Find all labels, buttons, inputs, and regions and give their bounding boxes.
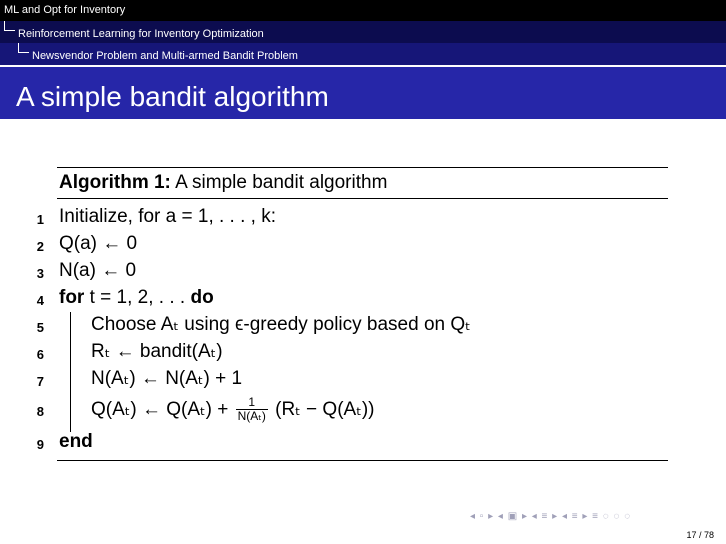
algorithm-header [59,172,387,194]
line-number: 6 [36,347,44,362]
algo-line-text: Q(a) ← 0 [59,233,138,254]
algo-line-5 [91,314,471,336]
fraction [236,396,268,423]
beamer-navigation[interactable] [470,511,720,525]
algorithm-label: Algorithm 1: [59,172,171,193]
line-number: 4 [36,293,44,308]
page-number [686,530,714,540]
line-number: 1 [36,212,44,227]
page-number-label: 17 / 78 [686,530,714,540]
fraction-denominator: N(Aₜ) [237,409,266,424]
algo-line-8 [91,396,374,424]
line-number: 8 [36,404,44,419]
algo-line-2 [59,233,137,255]
keyword-for: for [59,287,85,308]
algo-line-text: Choose Aₜ using ϵ-greedy policy based on Qₜ [91,314,471,335]
bottom-rule [57,460,668,461]
algo-line-7 [91,368,242,390]
loop-body-bar [70,312,71,432]
line-number: 2 [36,239,44,254]
algo-line-text: N(Aₜ) ← N(Aₜ) + 1 [91,368,243,389]
algo-line-text: (Rₜ − Q(Aₜ)) [275,399,375,420]
algo-line-text: N(a) ← 0 [59,260,137,281]
line-number: 9 [36,437,44,452]
line-number: 7 [36,374,44,389]
line-number: 3 [36,266,44,281]
top-rule [57,167,668,168]
navigation-symbols-icon[interactable]: ◂ ▫ ▸ ◂ ▣ ▸ ◂ ≡ ▸ ◂ ≡ ▸ ≡ ◌ ◌ ◌ [470,511,632,522]
slide-title: A simple bandit algorithm [16,81,329,112]
breadcrumb-level2-label: Reinforcement Learning for Inventory Optimization [18,28,264,40]
algo-line-9 [59,431,93,453]
algo-line-1 [59,206,276,228]
keyword-do: do [190,287,214,308]
algo-line-6 [91,341,223,363]
algo-line-3 [59,260,136,282]
algo-line-4 [59,287,214,309]
mid-rule [57,198,668,199]
algo-line-text: t = 1, 2, . . . [89,287,186,308]
fraction-numerator: 1 [236,396,268,410]
breadcrumb-level1-label: ML and Opt for Inventory [4,4,126,16]
algo-line-text: Rₜ ← bandit(Aₜ) [91,341,223,362]
algo-line-text: Initialize, for a = 1, . . . , k: [59,206,277,227]
breadcrumb-level3-label: Newsvendor Problem and Multi-armed Bandit Problem [32,50,298,62]
algo-line-text: Q(Aₜ) ← Q(Aₜ) + [91,399,229,420]
keyword-end: end [59,431,93,452]
algorithm-caption: A simple bandit algorithm [175,172,388,193]
line-number: 5 [36,320,44,335]
